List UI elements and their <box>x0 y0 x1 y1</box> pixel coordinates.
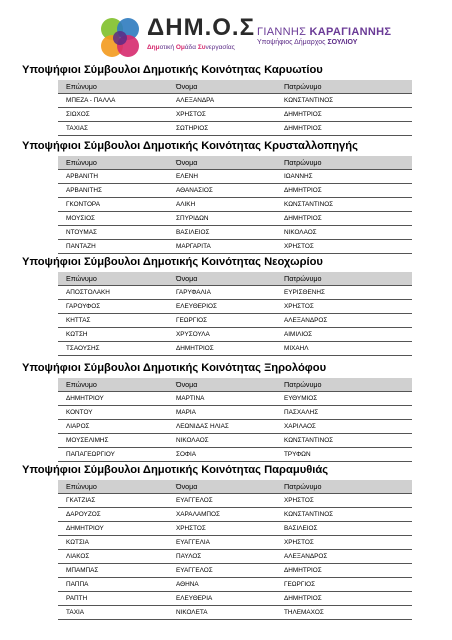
table-row <box>58 328 412 342</box>
father-name-cell: ΠΑΣΧΑΛΗΣ <box>276 406 412 420</box>
first-name-cell: ΣΠΥΡΙΔΩΝ <box>168 212 276 226</box>
table-row <box>58 550 412 564</box>
first-name-cell: ΔΗΜΗΤΡΙΟΣ <box>168 342 276 356</box>
father-name-cell: ΚΩΝΣΤΑΝΤΙΝΟΣ <box>276 434 412 448</box>
surname-cell: ΜΟΥΣΙΟΣ <box>58 212 168 226</box>
column-header: Όνομα <box>168 156 276 170</box>
column-header: Πατρώνυμο <box>276 80 412 94</box>
table-row <box>58 342 412 356</box>
first-name-cell: ΑΛΕΞΑΝΔΡΑ <box>168 94 276 108</box>
father-name-cell: ΑΛΕΞΑΝΔΡΟΣ <box>276 550 412 564</box>
brand-block <box>147 14 255 51</box>
table-row <box>58 536 412 550</box>
table-row <box>58 170 412 184</box>
page-header <box>0 14 452 62</box>
surname-cell: ΛΙΑΚΟΣ <box>58 550 168 564</box>
candidates-table <box>58 80 412 136</box>
table-row <box>58 108 412 122</box>
first-name-cell: ΝΙΚΟΛΕΤΑ <box>168 606 276 620</box>
surname-cell: ΜΠΑΜΠΑΣ <box>58 564 168 578</box>
first-name-cell: ΜΑΡΓΑΡΙΤΑ <box>168 240 276 254</box>
father-name-cell: ΙΩΑΝΝΗΣ <box>276 170 412 184</box>
first-name-cell: ΑΘΑΝΑΣΙΟΣ <box>168 184 276 198</box>
surname-cell: ΤΣΑΟΥΣΗΣ <box>58 342 168 356</box>
surname-cell: ΜΟΥΣΕΛΙΜΗΣ <box>58 434 168 448</box>
section-title: Υποψήφιοι Σύμβουλοι Δημοτικής Κοινότητας Ξηρολόφου <box>22 362 327 374</box>
first-name-cell: ΑΛΙΚΗ <box>168 198 276 212</box>
first-name-cell: ΠΑΥΛΟΣ <box>168 550 276 564</box>
column-header: Πατρώνυμο <box>276 272 412 286</box>
surname-cell: ΔΗΜΗΤΡΙΟΥ <box>58 392 168 406</box>
column-header: Επώνυμο <box>58 156 168 170</box>
father-name-cell: ΝΙΚΟΛΑΟΣ <box>276 226 412 240</box>
table-row <box>58 240 412 254</box>
father-name-cell: ΒΑΣΙΛΕΙΟΣ <box>276 522 412 536</box>
father-name-cell: ΔΗΜΗΤΡΙΟΣ <box>276 592 412 606</box>
surname-cell: ΓΚΑΤΖΙΑΣ <box>58 494 168 508</box>
first-name-cell: ΕΛΕΥΘΕΡΙΟΣ <box>168 300 276 314</box>
section-title: Υποψήφιοι Σύμβουλοι Δημοτικής Κοινότητας Κρυσταλλοπηγής <box>22 140 358 152</box>
surname-cell: ΚΩΤΣΙΑ <box>58 536 168 550</box>
column-header: Πατρώνυμο <box>276 156 412 170</box>
surname-cell: ΔΑΡΟΥΖΟΣ <box>58 508 168 522</box>
surname-cell: ΚΗΤΤΑΣ <box>58 314 168 328</box>
first-name-cell: ΝΙΚΟΛΑΟΣ <box>168 434 276 448</box>
table-row <box>58 300 412 314</box>
table-row <box>58 314 412 328</box>
column-header: Όνομα <box>168 80 276 94</box>
surname-cell: ΑΡΒΑΝΙΤΗΣ <box>58 184 168 198</box>
first-name-cell: ΓΑΡΥΦΑΛΙΑ <box>168 286 276 300</box>
column-header: Επώνυμο <box>58 80 168 94</box>
father-name-cell: ΤΗΛΕΜΑΧΟΣ <box>276 606 412 620</box>
column-header: Όνομα <box>168 480 276 494</box>
first-name-cell: ΑΘΗΝΑ <box>168 578 276 592</box>
column-header: Πατρώνυμο <box>276 378 412 392</box>
surname-cell: ΑΠΟΣΤΟΛΑΚΗ <box>58 286 168 300</box>
first-name-cell: ΕΥΑΓΓΕΛΟΣ <box>168 564 276 578</box>
surname-cell: ΚΟΝΤΟΥ <box>58 406 168 420</box>
surname-cell: ΝΤΟΥΜΑΣ <box>58 226 168 240</box>
table-header-row <box>58 378 412 392</box>
candidates-table <box>58 272 412 356</box>
table-row <box>58 420 412 434</box>
father-name-cell: ΧΡΗΣΤΟΣ <box>276 536 412 550</box>
section-title: Υποψήφιοι Σύμβουλοι Δημοτικής Κοινότητας Νεοχωρίου <box>22 256 323 268</box>
surname-cell: ΣΙΩΧΟΣ <box>58 108 168 122</box>
candidate-block <box>257 26 391 46</box>
first-name-cell: ΛΕΩΝΙΔΑΣ ΗΛΙΑΣ <box>168 420 276 434</box>
surname-cell: ΡΑΠΤΗ <box>58 592 168 606</box>
father-name-cell: ΧΡΗΣΤΟΣ <box>276 494 412 508</box>
surname-cell: ΤΑΧΙΑΣ <box>58 122 168 136</box>
table-header-row <box>58 272 412 286</box>
dimos-logo-icon <box>98 16 142 60</box>
table-header-row <box>58 480 412 494</box>
father-name-cell: ΜΙΧΑΗΛ <box>276 342 412 356</box>
father-name-cell: ΕΥΘΥΜΙΟΣ <box>276 392 412 406</box>
table-row <box>58 578 412 592</box>
father-name-cell: ΓΕΩΡΓΙΟΣ <box>276 578 412 592</box>
father-name-cell: ΧΡΗΣΤΟΣ <box>276 300 412 314</box>
column-header: Όνομα <box>168 378 276 392</box>
father-name-cell: ΔΗΜΗΤΡΙΟΣ <box>276 184 412 198</box>
first-name-cell: ΧΡΥΣΟΥΛΑ <box>168 328 276 342</box>
brand-title: ΔΗΜ.Ο.Σ <box>147 14 255 41</box>
first-name-cell: ΣΟΦΙΑ <box>168 448 276 462</box>
table-header-row <box>58 80 412 94</box>
father-name-cell: ΧΡΗΣΤΟΣ <box>276 240 412 254</box>
candidate-name: ΓΙΑΝΝΗΣ ΚΑΡΑΓΙΑΝΝΗΣ <box>257 26 392 38</box>
column-header: Επώνυμο <box>58 272 168 286</box>
father-name-cell: ΧΑΡΙΛΑΟΣ <box>276 420 412 434</box>
first-name-cell: ΓΕΩΡΓΙΟΣ <box>168 314 276 328</box>
candidate-role: Υποψήφιος Δήμαρχος ΣΟΥΛΙΟΥ <box>257 39 358 46</box>
surname-cell: ΑΡΒΑΝΙΤΗ <box>58 170 168 184</box>
father-name-cell: ΔΗΜΗΤΡΙΟΣ <box>276 122 412 136</box>
brand-subtitle: Δημοτική Ομάδα Συνεργασίας <box>147 44 235 51</box>
column-header: Όνομα <box>168 272 276 286</box>
first-name-cell: ΧΡΗΣΤΟΣ <box>168 108 276 122</box>
candidates-table <box>58 378 412 462</box>
table-header-row <box>58 156 412 170</box>
table-row <box>58 522 412 536</box>
father-name-cell: ΚΩΝΣΤΑΝΤΙΝΟΣ <box>276 198 412 212</box>
candidates-table <box>58 156 412 254</box>
surname-cell: ΜΠΕΖΑ - ΠΑΛΛΑ <box>58 94 168 108</box>
first-name-cell: ΣΩΤΗΡΙΟΣ <box>168 122 276 136</box>
table-row <box>58 606 412 620</box>
table-row <box>58 448 412 462</box>
father-name-cell: ΕΥΡΙΣΘΕΝΗΣ <box>276 286 412 300</box>
surname-cell: ΛΙΑΡΟΣ <box>58 420 168 434</box>
first-name-cell: ΜΑΡΤΙΝΑ <box>168 392 276 406</box>
surname-cell: ΤΑΧΙΑ <box>58 606 168 620</box>
father-name-cell: ΔΗΜΗΤΡΙΟΣ <box>276 108 412 122</box>
table-row <box>58 592 412 606</box>
table-row <box>58 198 412 212</box>
table-row <box>58 226 412 240</box>
surname-cell: ΠΑΠΠΑ <box>58 578 168 592</box>
father-name-cell: ΚΩΝΣΤΑΝΤΙΝΟΣ <box>276 508 412 522</box>
first-name-cell: ΕΛΕΝΗ <box>168 170 276 184</box>
column-header: Επώνυμο <box>58 378 168 392</box>
section-title: Υποψήφιοι Σύμβουλοι Δημοτικής Κοινότητας Παραμυθιάς <box>22 464 329 476</box>
table-row <box>58 434 412 448</box>
first-name-cell: ΧΑΡΑΛΑΜΠΟΣ <box>168 508 276 522</box>
first-name-cell: ΧΡΗΣΤΟΣ <box>168 522 276 536</box>
section-title: Υποψήφιοι Σύμβουλοι Δημοτικής Κοινότητας Καρυωτίου <box>22 64 323 76</box>
table-row <box>58 94 412 108</box>
table-row <box>58 122 412 136</box>
surname-cell: ΓΑΡΟΥΦΟΣ <box>58 300 168 314</box>
candidates-table <box>58 480 412 620</box>
table-row <box>58 406 412 420</box>
table-row <box>58 212 412 226</box>
column-header: Επώνυμο <box>58 480 168 494</box>
father-name-cell: ΑΛΕΞΑΝΔΡΟΣ <box>276 314 412 328</box>
surname-cell: ΠΑΝΤΑΖΗ <box>58 240 168 254</box>
table-row <box>58 508 412 522</box>
father-name-cell: ΤΡΥΦΩΝ <box>276 448 412 462</box>
father-name-cell: ΔΗΜΗΤΡΙΟΣ <box>276 564 412 578</box>
first-name-cell: ΕΛΕΥΘΕΡΙΑ <box>168 592 276 606</box>
table-row <box>58 564 412 578</box>
column-header: Πατρώνυμο <box>276 480 412 494</box>
surname-cell: ΚΩΤΣΗ <box>58 328 168 342</box>
surname-cell: ΓΚΟΝΤΟΡΑ <box>58 198 168 212</box>
father-name-cell: ΚΩΝΣΤΑΝΤΙΝΟΣ <box>276 94 412 108</box>
surname-cell: ΔΗΜΗΤΡΙΟΥ <box>58 522 168 536</box>
table-row <box>58 392 412 406</box>
first-name-cell: ΕΥΑΓΓΕΛΟΣ <box>168 494 276 508</box>
first-name-cell: ΕΥΑΓΓΕΛΙΑ <box>168 536 276 550</box>
surname-cell: ΠΑΠΑΓΕΩΡΓΙΟΥ <box>58 448 168 462</box>
father-name-cell: ΔΗΜΗΤΡΙΟΣ <box>276 212 412 226</box>
first-name-cell: ΜΑΡΙΑ <box>168 406 276 420</box>
table-row <box>58 286 412 300</box>
father-name-cell: ΑΙΜΙΛΙΟΣ <box>276 328 412 342</box>
table-row <box>58 184 412 198</box>
first-name-cell: ΒΑΣΙΛΕΙΟΣ <box>168 226 276 240</box>
table-row <box>58 494 412 508</box>
